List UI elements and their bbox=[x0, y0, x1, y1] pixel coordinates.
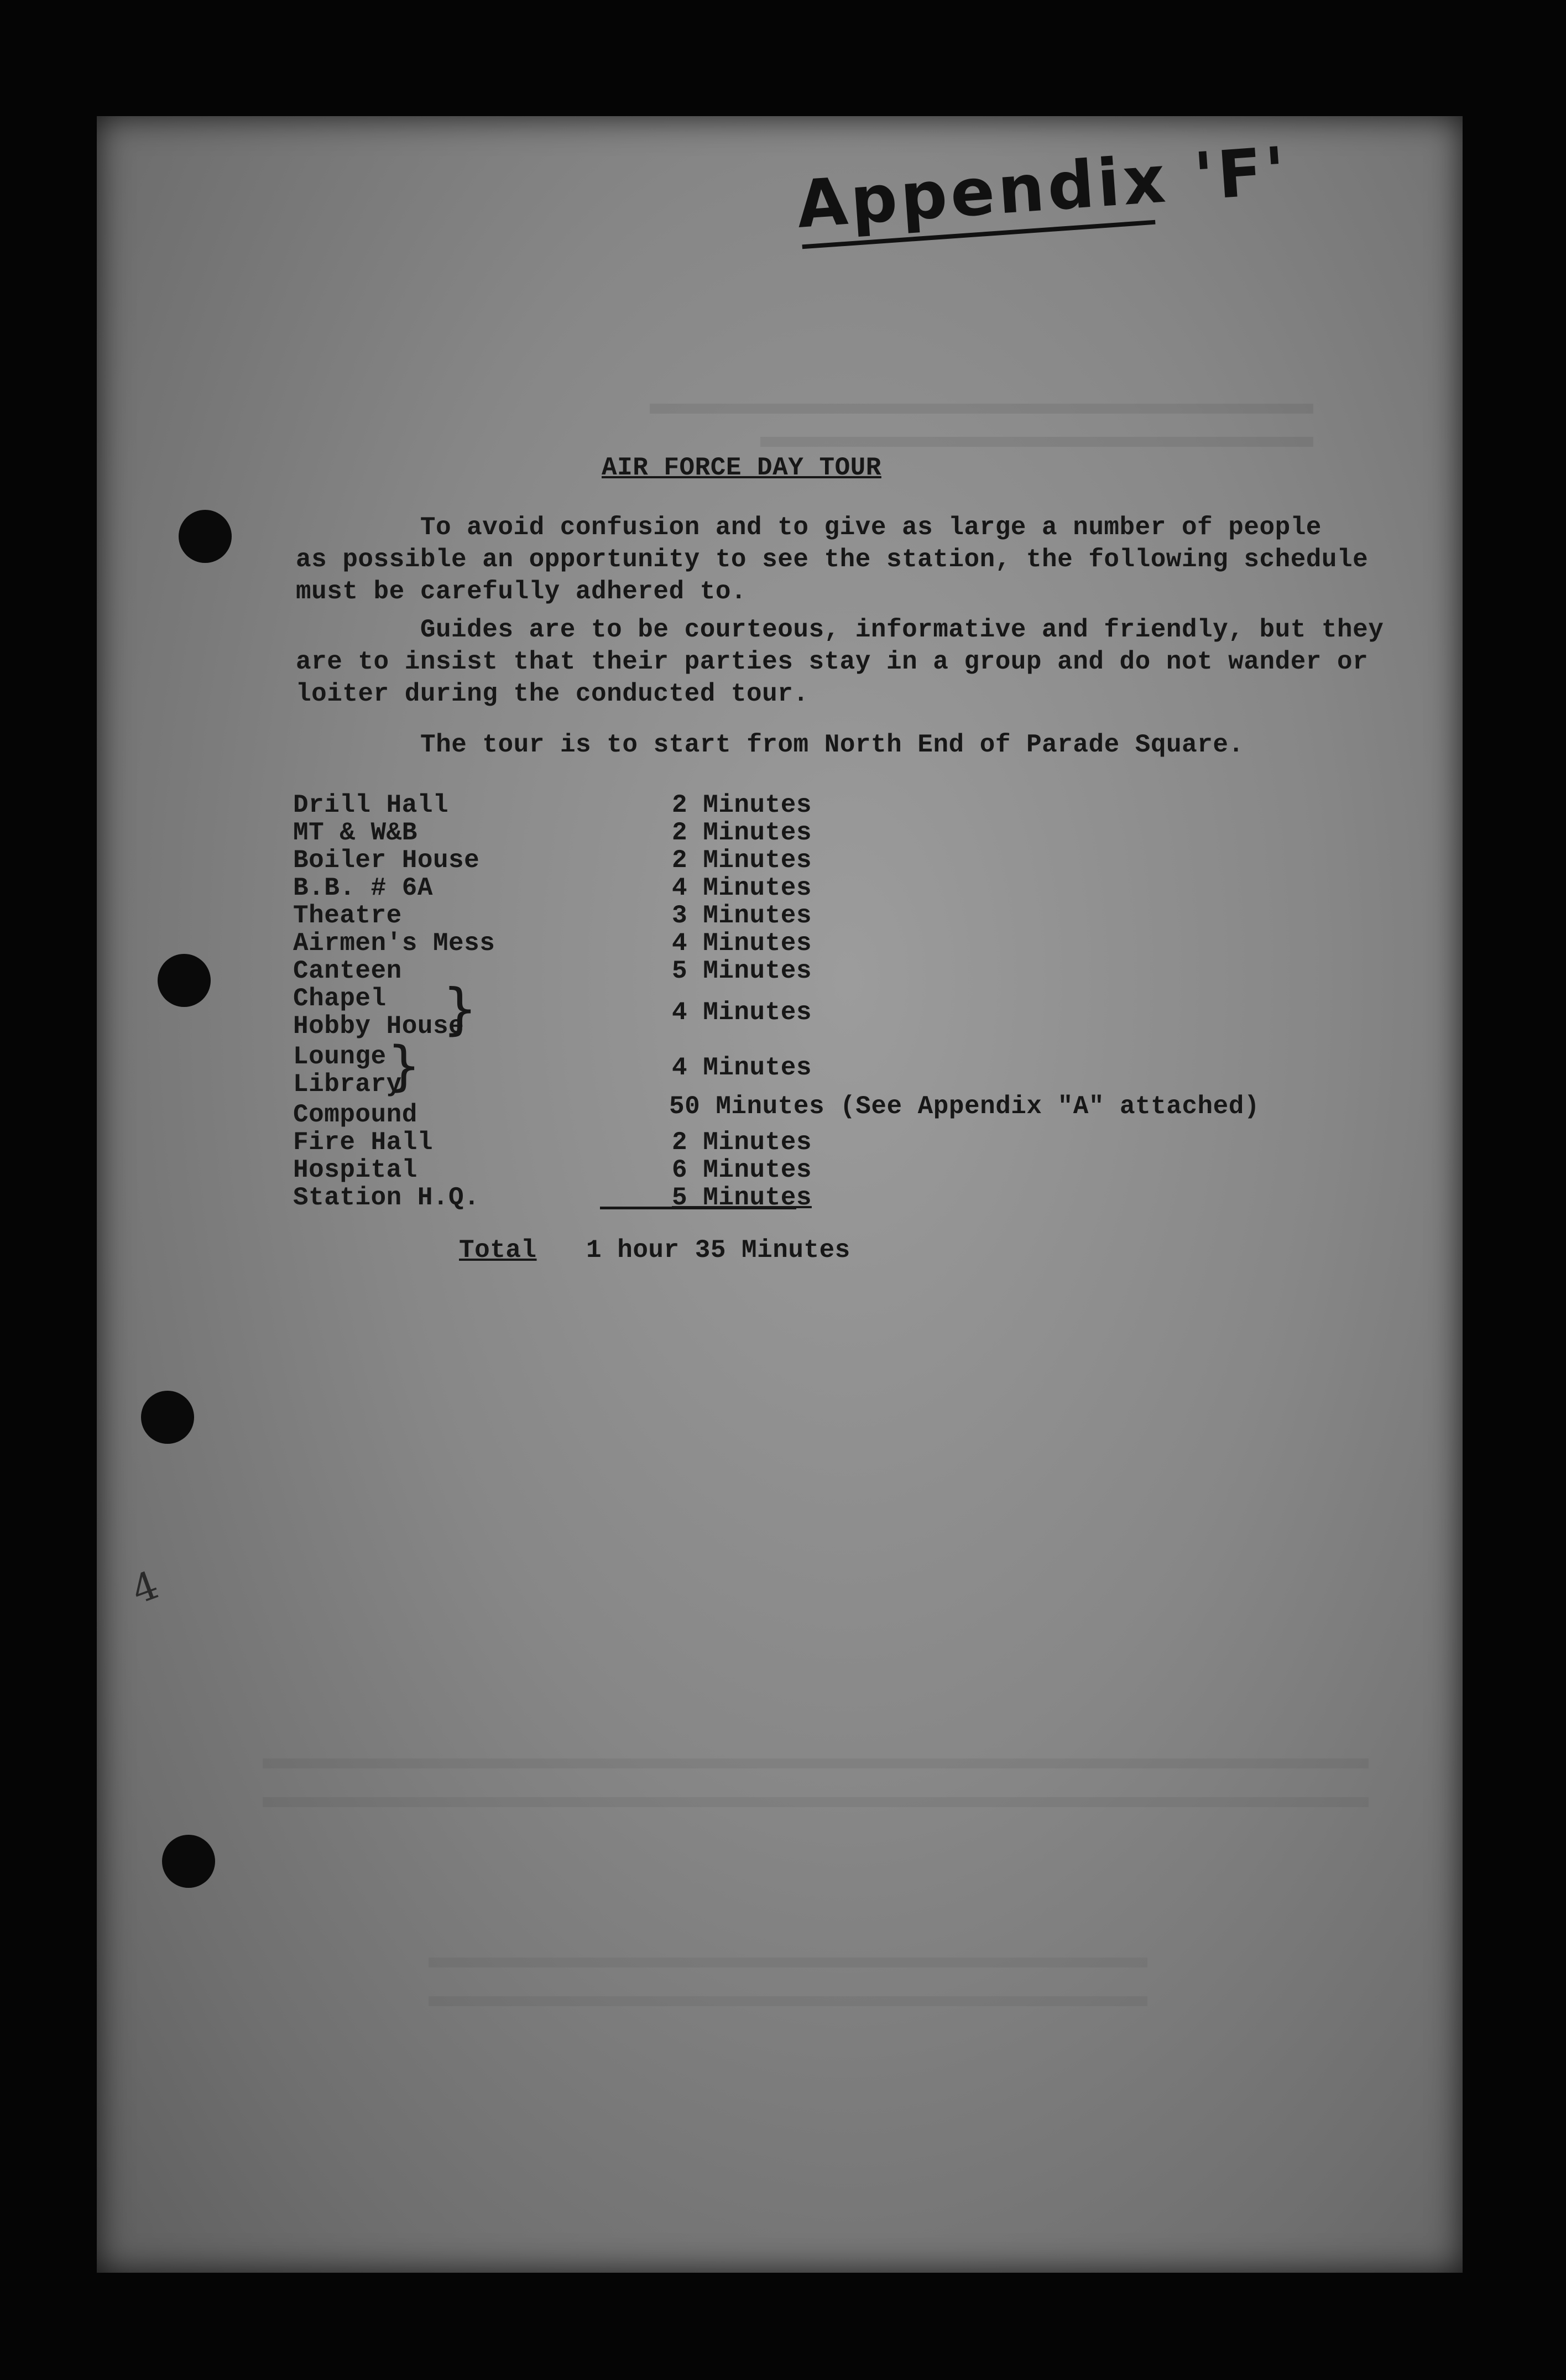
schedule-location: Boiler House bbox=[293, 846, 480, 875]
schedule-location: Airmen's Mess bbox=[293, 929, 495, 958]
bleed-through-texture bbox=[429, 1996, 1147, 2006]
schedule-duration: 6 Minutes bbox=[672, 1156, 812, 1184]
bleed-through-texture bbox=[650, 404, 1313, 414]
schedule-row bbox=[293, 846, 1299, 874]
schedule-duration: 4 Minutes bbox=[672, 874, 812, 902]
schedule-duration: 50 Minutes (See Appendix "A" attached) bbox=[669, 1092, 1260, 1121]
punch-hole bbox=[141, 1391, 194, 1444]
total-rule bbox=[600, 1207, 796, 1209]
punch-hole bbox=[179, 510, 232, 563]
schedule-location: Chapel bbox=[293, 984, 387, 1013]
bracket-lounge-library: } bbox=[387, 1035, 421, 1097]
appendix-label: Appendix 'F' bbox=[794, 132, 1291, 243]
schedule-duration: 2 Minutes bbox=[672, 1128, 812, 1157]
schedule-row bbox=[293, 1128, 1299, 1156]
total-value: 1 hour 35 Minutes bbox=[586, 1236, 850, 1265]
schedule-duration-grouped: 4 Minutes bbox=[672, 998, 812, 1027]
schedule-location: MT & W&B bbox=[293, 818, 417, 847]
schedule-row bbox=[293, 1183, 1299, 1211]
schedule-duration: 5 Minutes bbox=[672, 1183, 812, 1212]
schedule-location: Station H.Q. bbox=[293, 1183, 480, 1212]
schedule-row bbox=[293, 1156, 1299, 1183]
schedule-location: Canteen bbox=[293, 957, 402, 985]
bleed-through-texture bbox=[263, 1758, 1369, 1768]
margin-page-mark: 4 bbox=[126, 1562, 165, 1614]
schedule-row bbox=[293, 818, 1299, 846]
schedule-row bbox=[293, 874, 1299, 901]
bleed-through-texture bbox=[263, 1797, 1369, 1807]
schedule-location: Compound bbox=[293, 1100, 417, 1129]
intro-paragraph: To avoid confusion and to give as large a number of people as possible an opportunity to see the station, the following schedule must be carefully adhered to. bbox=[296, 513, 1369, 606]
schedule-location: Drill Hall bbox=[293, 791, 449, 820]
punch-hole bbox=[158, 954, 211, 1007]
schedule-row bbox=[293, 791, 1299, 818]
total-label: Total bbox=[459, 1236, 537, 1265]
schedule-duration: 2 Minutes bbox=[672, 846, 812, 875]
schedule-row bbox=[293, 1092, 1299, 1129]
schedule-location: Library bbox=[293, 1070, 402, 1099]
schedule-location: Hobby House bbox=[293, 1012, 464, 1041]
guides-paragraph: Guides are to be courteous, informative and friendly, but are to insist that their parties stay in a group and do not wander loiter during the conducted tour. bbox=[296, 615, 1322, 708]
schedule-row bbox=[293, 1042, 1299, 1082]
bleed-through-texture bbox=[760, 437, 1313, 447]
schedule-duration: 3 Minutes bbox=[672, 901, 812, 930]
schedule-duration: 2 Minutes bbox=[672, 791, 812, 820]
bracket-chapel-hobby: } bbox=[442, 977, 478, 1041]
start-paragraph: The tour is to start from North End of Parade Square. bbox=[420, 730, 1244, 759]
document-title: AIR FORCE DAY TOUR bbox=[602, 453, 881, 482]
schedule-duration: 5 Minutes bbox=[672, 957, 812, 985]
bleed-through-texture bbox=[429, 1958, 1147, 1967]
schedule-duration: 4 Minutes bbox=[672, 929, 812, 958]
schedule-location: Fire Hall bbox=[293, 1128, 433, 1157]
schedule-location: Theatre bbox=[293, 901, 402, 930]
schedule-location: B.B. # 6A bbox=[293, 874, 433, 902]
punch-hole bbox=[162, 1835, 215, 1888]
schedule-row bbox=[293, 929, 1299, 957]
schedule-location: Lounge bbox=[293, 1042, 387, 1071]
schedule-row bbox=[293, 901, 1299, 929]
schedule-duration-grouped: 4 Minutes bbox=[672, 1053, 812, 1082]
schedule-duration: 2 Minutes bbox=[672, 818, 812, 847]
schedule-location: Hospital bbox=[293, 1156, 417, 1184]
